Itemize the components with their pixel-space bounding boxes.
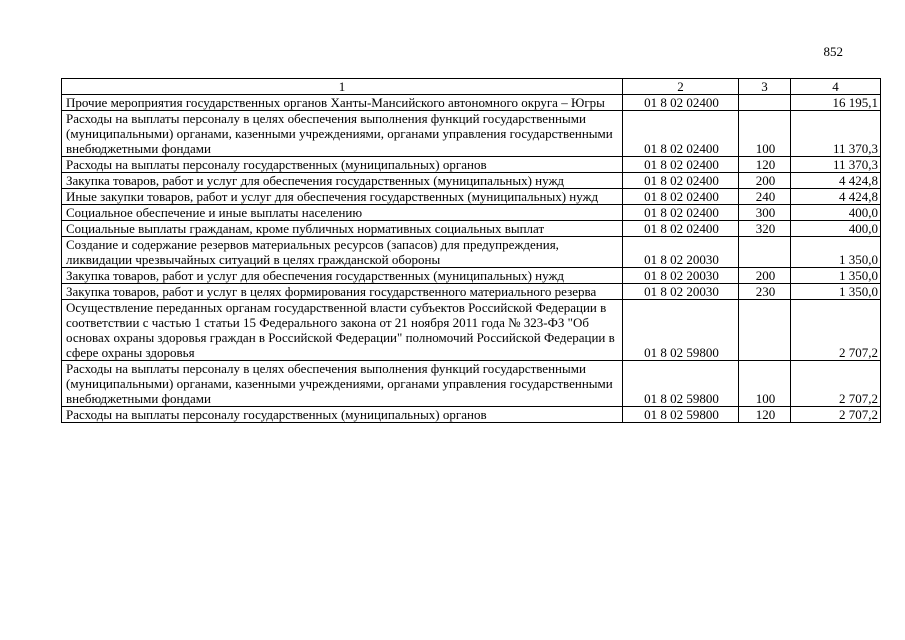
expense-type-code: 240 [739, 189, 791, 205]
target-article-code: 01 8 02 02400 [623, 205, 739, 221]
expense-type-code [739, 95, 791, 111]
expense-type-code: 100 [739, 111, 791, 157]
target-article-code: 01 8 02 59800 [623, 300, 739, 361]
expenditure-name: Социальное обеспечение и иные выплаты населению [62, 205, 623, 221]
amount-value: 2 707,2 [791, 407, 881, 423]
amount-value: 4 424,8 [791, 173, 881, 189]
expense-type-code: 320 [739, 221, 791, 237]
table-row [62, 284, 881, 300]
expenditure-name: Закупка товаров, работ и услуг в целях формирования государственного материального резерва [62, 284, 623, 300]
page-number: 852 [823, 44, 843, 59]
amount-value: 16 195,1 [791, 95, 881, 111]
amount-value: 1 350,0 [791, 237, 881, 268]
amount-value: 4 424,8 [791, 189, 881, 205]
table-row [62, 237, 881, 268]
amount-value: 1 350,0 [791, 268, 881, 284]
header-row [62, 79, 881, 95]
expenditure-name: Расходы на выплаты персоналу в целях обеспечения выполнения функций государственными (муниципальными) органами, казенными учреждениями, органами управления государственными внебюджетными фондами [62, 361, 623, 407]
target-article-code: 01 8 02 59800 [623, 361, 739, 407]
target-article-code: 01 8 02 02400 [623, 189, 739, 205]
expense-type-code [739, 237, 791, 268]
column-header-1: 1 [62, 79, 623, 95]
expenditure-name: Расходы на выплаты персоналу государственных (муниципальных) органов [62, 407, 623, 423]
amount-value: 2 707,2 [791, 300, 881, 361]
table-row [62, 95, 881, 111]
target-article-code: 01 8 02 20030 [623, 284, 739, 300]
amount-value: 1 350,0 [791, 284, 881, 300]
expense-type-code: 120 [739, 157, 791, 173]
expenditure-name: Расходы на выплаты персоналу в целях обеспечения выполнения функций государственными (муниципальными) органами, казенными учреждениями, органами управления государственными внебюджетными фондами [62, 111, 623, 157]
target-article-code: 01 8 02 02400 [623, 157, 739, 173]
target-article-code: 01 8 02 59800 [623, 407, 739, 423]
table-body [62, 95, 881, 423]
amount-value: 11 370,3 [791, 157, 881, 173]
amount-value: 400,0 [791, 221, 881, 237]
expense-type-code: 120 [739, 407, 791, 423]
table-row [62, 173, 881, 189]
column-header-2: 2 [623, 79, 739, 95]
column-header-4: 4 [791, 79, 881, 95]
expense-type-code: 200 [739, 268, 791, 284]
amount-value: 2 707,2 [791, 361, 881, 407]
table-row [62, 361, 881, 407]
expenditure-name: Расходы на выплаты персоналу государственных (муниципальных) органов [62, 157, 623, 173]
target-article-code: 01 8 02 02400 [623, 95, 739, 111]
table-row [62, 157, 881, 173]
table-row [62, 111, 881, 157]
target-article-code: 01 8 02 20030 [623, 268, 739, 284]
target-article-code: 01 8 02 02400 [623, 221, 739, 237]
target-article-code: 01 8 02 20030 [623, 237, 739, 268]
expense-type-code: 300 [739, 205, 791, 221]
expense-type-code [739, 300, 791, 361]
expenditure-name: Иные закупки товаров, работ и услуг для обеспечения государственных (муниципальных) нужд [62, 189, 623, 205]
amount-value: 400,0 [791, 205, 881, 221]
budget-table [61, 78, 881, 423]
table-row [62, 300, 881, 361]
table-row [62, 268, 881, 284]
expense-type-code: 230 [739, 284, 791, 300]
table-row [62, 407, 881, 423]
expense-type-code: 100 [739, 361, 791, 407]
expenditure-name: Закупка товаров, работ и услуг для обеспечения государственных (муниципальных) нужд [62, 173, 623, 189]
target-article-code: 01 8 02 02400 [623, 173, 739, 189]
expenditure-name: Создание и содержание резервов материальных ресурсов (запасов) для предупреждения, ликвидации чрезвычайных ситуаций в целях гражданской обороны [62, 237, 623, 268]
expenditure-name: Социальные выплаты гражданам, кроме публичных нормативных социальных выплат [62, 221, 623, 237]
amount-value: 11 370,3 [791, 111, 881, 157]
target-article-code: 01 8 02 02400 [623, 111, 739, 157]
table-row [62, 221, 881, 237]
expenditure-name: Осуществление переданных органам государственной власти субъектов Российской Федерации в соответствии с частью 1 статьи 15 Федерального закона от 21 ноября 2011 года № 323-ФЗ "Об основах охраны здоровья граждан в Российской Федерации" полномочий Российской Федерации в сфере охраны здоровья [62, 300, 623, 361]
expenditure-name: Прочие мероприятия государственных органов Ханты-Мансийского автономного округа – Югры [62, 95, 623, 111]
expenditure-name: Закупка товаров, работ и услуг для обеспечения государственных (муниципальных) нужд [62, 268, 623, 284]
column-header-3: 3 [739, 79, 791, 95]
expense-type-code: 200 [739, 173, 791, 189]
table-row [62, 189, 881, 205]
table-row [62, 205, 881, 221]
